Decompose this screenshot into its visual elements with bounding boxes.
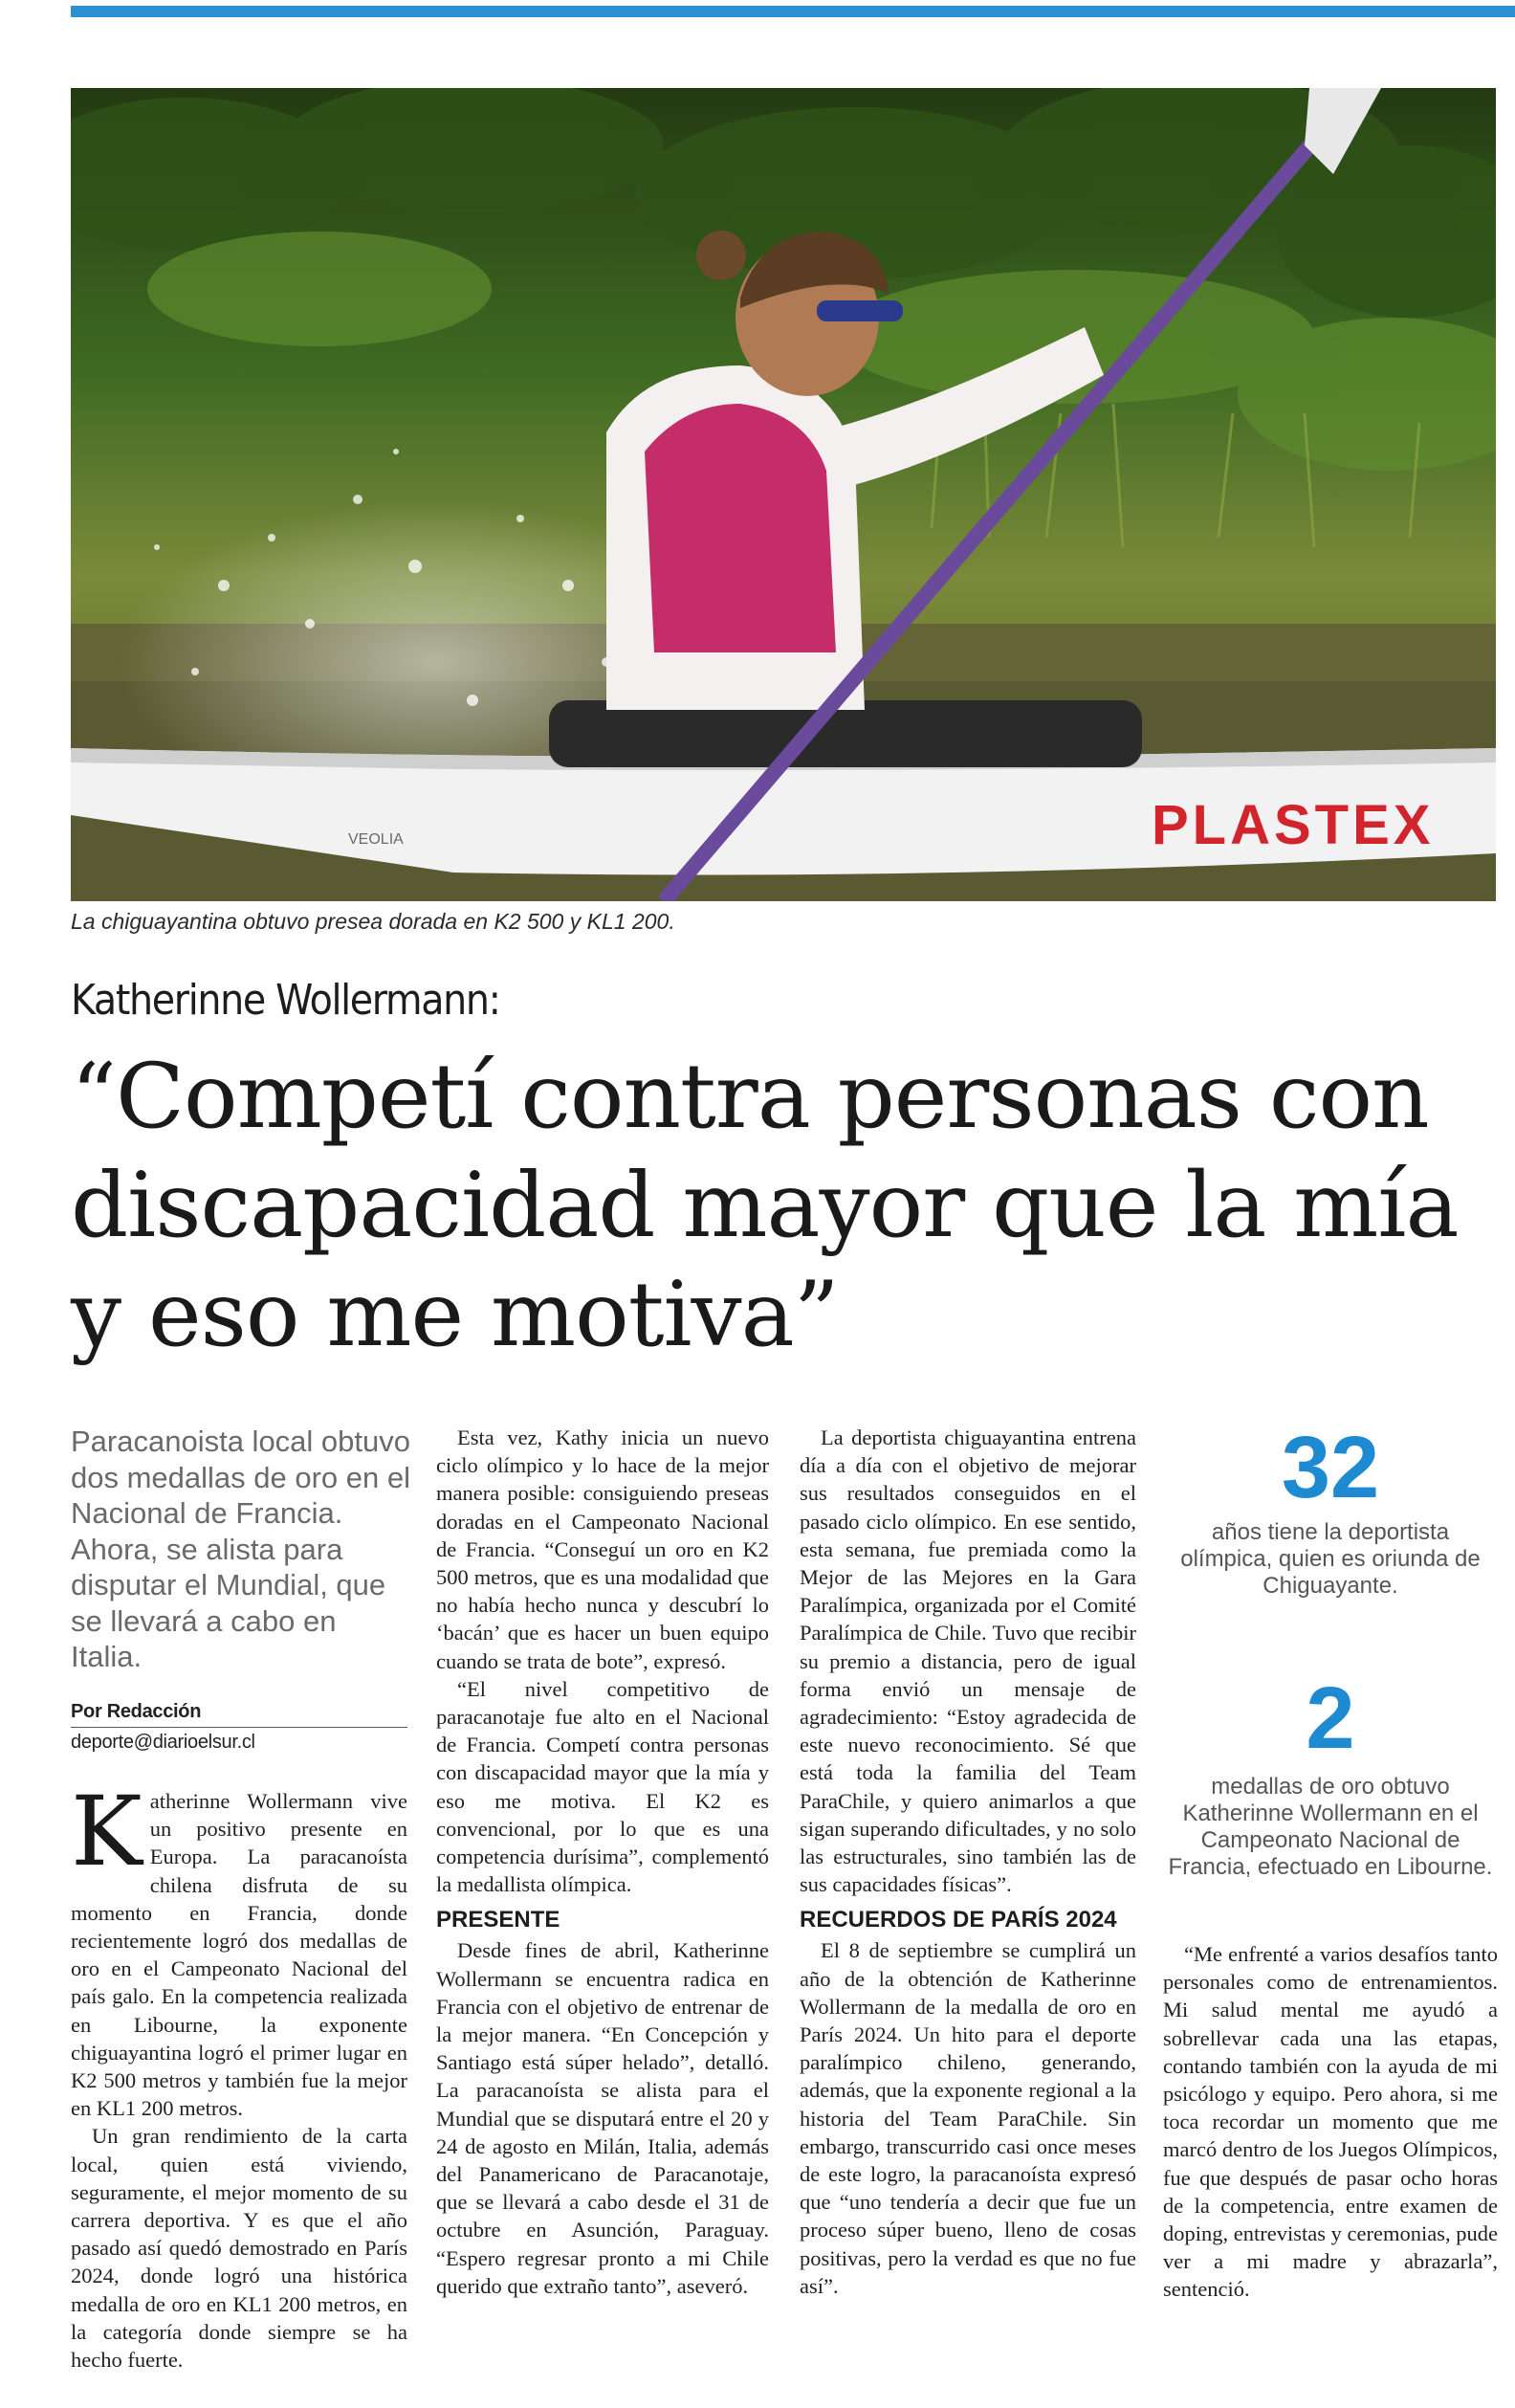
stat-box-age	[1163, 1419, 1498, 1600]
body-paragraph: “El nivel competitivo de paracanotaje fue alto en el Nacional de Francia. Competí contra personas con discapacidad mayor que la mía y eso me motiva. El K2 es convencional, por lo que es una competencia durísima”, complementó la medallista olímpica.	[436, 1676, 769, 1897]
photo-caption: La chiguayantina obtuvo presea dorada en K2 500 y KL1 200.	[71, 909, 675, 934]
stat-box-medals	[1163, 1669, 1498, 1881]
hull-small-text: VEOLIA	[348, 831, 404, 848]
article-column-1	[71, 1776, 407, 2374]
hull-brand-text: PLASTEX	[1152, 794, 1435, 856]
stat-number: 32	[1281, 1419, 1380, 1516]
section-heading-recuerdos: RECUERDOS DE PARÍS 2024	[800, 1907, 1117, 1933]
stat-description: medallas de oro obtuvo Katherinne Wollermann en el Campeonato Nacional de Francia, efectuado en Libourne.	[1168, 1774, 1493, 1880]
article-column-2	[436, 1424, 769, 2300]
top-accent-bar	[71, 6, 1515, 17]
body-paragraph: “Me enfrenté a varios desafíos tanto personales como de entrenamientos. Mi salud mental me ayudó a sobrellevar cada una las etapas, contando también con la ayuda de mi psicólogo y equipo. Pero ahora, si me toca recordar un momento que me marcó dentro de los Juegos Olímpicos, fue que después de pasar ocho horas de la competencia, entre examen de doping, entrevistas y ceremonias, pude ver a mi madre y abrazarla”, sentenció.	[1163, 1942, 1498, 2302]
article-headline: “Competí contra personas con discapacidad mayor que la mía y eso me motiva”	[71, 1045, 1459, 1367]
byline	[71, 1701, 407, 1754]
drop-cap: K	[71, 1776, 143, 1888]
article-column-3	[800, 1424, 1136, 2300]
byline-author: Por Redacción	[71, 1701, 202, 1722]
article-photo	[71, 88, 1496, 901]
byline-divider	[71, 1727, 407, 1728]
body-paragraph: Un gran rendimiento de la carta local, quien está viviendo, seguramente, el mejor momento de su carrera deportiva. Y es que el año pasado así quedó demostrado en París 2024, donde logró una histórica medalla de oro en KL1 200 metros, en la categoría donde siempre se ha hecho fuerte.	[71, 2124, 407, 2373]
article-lead: Paracanoista local obtuvo dos medallas de oro en el Nacional de Francia. Ahora, se alista para disputar el Mundial, que se llevará a cabo en Italia.	[71, 1425, 411, 1673]
body-paragraph: La deportista chiguayantina entrena día a día con el objetivo de mejorar sus resultados conseguidos en el pasado ciclo olímpico. En ese sentido, esta semana, fue premiada como la Mejor de las Mejores en la Gara Paralímpica, organizada por el Comité Paralímpica de Chile. Tuvo que recibir su premio a distancia, pero de igual forma envió un mensaje de agradecimiento: “Estoy agradecida de este nuevo reconocimiento. Sé que está toda la familia del Team ParaChile, y quiero animarlos a que sigan superando dificultades, y no solo las estructurales, sino también las de sus capacidades físicas”.	[800, 1425, 1136, 1897]
stat-description: años tiene la deportista olímpica, quien es oriunda de Chiguayante.	[1180, 1519, 1481, 1599]
article-column-4	[1163, 1940, 1498, 2304]
article-kicker: Katherinne Wollermann:	[71, 976, 500, 1025]
byline-email: deporte@diarioelsur.cl	[71, 1732, 255, 1753]
stat-number: 2	[1306, 1669, 1355, 1767]
section-heading-presente: PRESENTE	[436, 1907, 560, 1933]
body-paragraph: Esta vez, Kathy inicia un nuevo ciclo olímpico y lo hace de la mejor manera posible: consiguiendo preseas doradas en el Campeonato Nacional de Francia. “Conseguí un oro en K2 500 metros, que es una modalidad que no había hecho nunca y descubrí lo ‘bacán’ que es hacer un buen equipo cuando se trata de bote”, expresó.	[436, 1425, 769, 1673]
body-paragraph: El 8 de septiembre se cumplirá un año de la obtención de Katherinne Wollermann de la medalla de oro en París 2024. Un hito para el deporte paralímpico chileno, generando, además, que la exponente regional a la historia del Team ParaChile. Sin embargo, transcurrido casi once meses de este logro, la paracanoísta expresó que “uno tendería a decir que fue un proceso súper bueno, lleno de cosas positivas, pero la verdad es que no fue así”.	[800, 1938, 1136, 2298]
body-paragraph: Katherinne Wollermann vive un positivo presente en Europa. La paracanoísta chilena disfruta de su momento en Francia, donde recientemente logró dos medallas de oro en el Campeonato Nacional del país galo. En la competencia realizada en Libourne, la exponente chiguayantina logró el primer lugar en K2 500 metros y también fue la mejor en KL1 200 metros.	[71, 1776, 407, 2121]
body-paragraph: Desde fines de abril, Katherinne Wollermann se encuentra radica en Francia con el objetivo de entrenar de la mejor manera. “En Concepción y Santiago está súper helado”, detalló. La paracanoísta se alista para el Mundial que se disputará entre el 20 y 24 de agosto en Milán, Italia, además del Panamericano de Paracanotaje, que se llevará a cabo desde el 31 de octubre en Asunción, Paraguay. “Espero regresar pronto a mi Chile querido que extraño tanto”, aseveró.	[436, 1938, 769, 2298]
